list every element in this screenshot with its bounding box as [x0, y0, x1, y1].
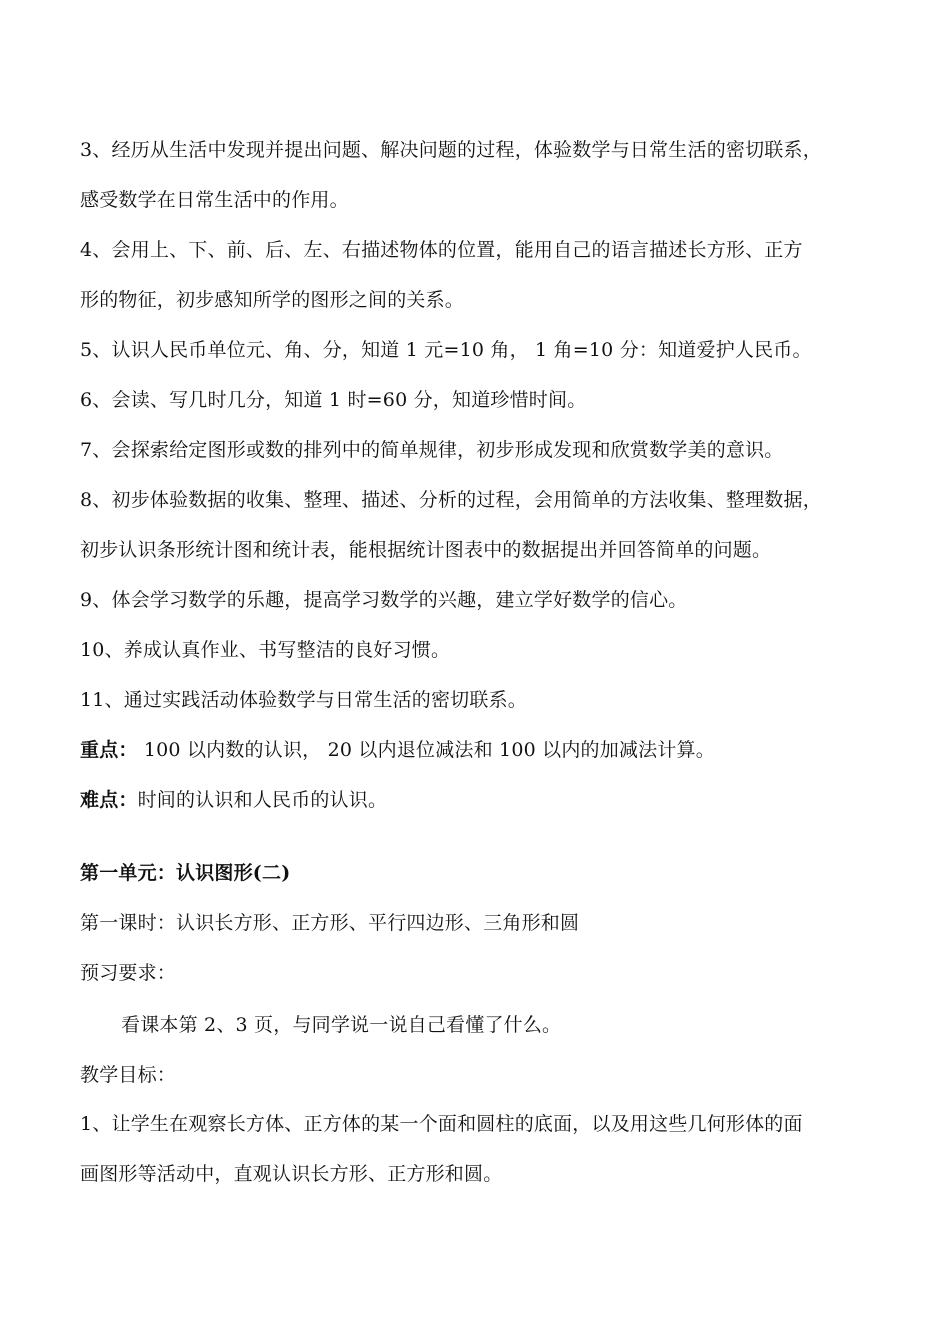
- key-points: [80, 737, 880, 763]
- objective-7: 7、会探索给定图形或数的排列中的简单规律，初步形成发现和欣赏数学美的意识。: [80, 439, 784, 461]
- objective-3-line-1: 3、经历从生活中发现并提出问题、解决问题的过程，体验数学与日常生活的密切联系，: [80, 139, 822, 161]
- unit-title: 第一单元：认识图形(二): [80, 862, 291, 884]
- preview-text: 看课本第 2、3 页，与同学说一说自己看懂了什么。: [121, 1014, 562, 1036]
- objective-6: 6、会读、写几时几分，知道 1 时=60 分，知道珍惜时间。: [80, 389, 587, 411]
- objective-10: 10、养成认真作业、书写整洁的良好习惯。: [80, 639, 451, 661]
- objective-5: 5、认识人民币单位元、角、分，知道 1 元=10 角， 1 角=10 分：知道爱护人民币。: [80, 339, 812, 361]
- objective-4-line-2: 形的物征，初步感知所学的图形之间的关系。: [80, 289, 465, 311]
- objective-8-line-1: 8、初步体验数据的收集、整理、描述、分析的过程，会用简单的方法收集、整理数据，: [80, 489, 822, 511]
- objective-4-line-1: 4、会用上、下、前、后、左、右描述物体的位置，能用自己的语言描述长方形、正方: [80, 239, 803, 261]
- difficult-points: [80, 787, 880, 813]
- objective-8-line-2: 初步认识条形统计图和统计表，能根据统计图表中的数据提出并回答简单的问题。: [80, 539, 772, 561]
- difficult-points-text: 时间的认识和人民币的认识。: [137, 789, 388, 811]
- goal-1-line-1: 1、让学生在观察长方体、正方体的某一个面和圆柱的底面，以及用这些几何形体的面: [80, 1113, 803, 1135]
- objective-11: 11、通过实践活动体验数学与日常生活的密切联系。: [80, 689, 527, 711]
- key-points-text: 100 以内数的认识， 20 以内退位减法和 100 以内的加减法计算。: [137, 739, 715, 761]
- goals-heading: 教学目标：: [80, 1064, 177, 1086]
- preview-heading: 预习要求：: [80, 962, 177, 984]
- objective-9: 9、体会学习数学的乐趣，提高学习数学的兴趣，建立学好数学的信心。: [80, 589, 688, 611]
- difficult-points-label: 难点：: [80, 789, 138, 811]
- goal-1-line-2: 画图形等活动中，直观认识长方形、正方形和圆。: [80, 1163, 503, 1185]
- key-points-label: 重点：: [80, 739, 138, 761]
- lesson-title: 第一课时：认识长方形、正方形、平行四边形、三角形和圆: [80, 912, 580, 934]
- objective-3-line-2: 感受数学在日常生活中的作用。: [80, 189, 349, 211]
